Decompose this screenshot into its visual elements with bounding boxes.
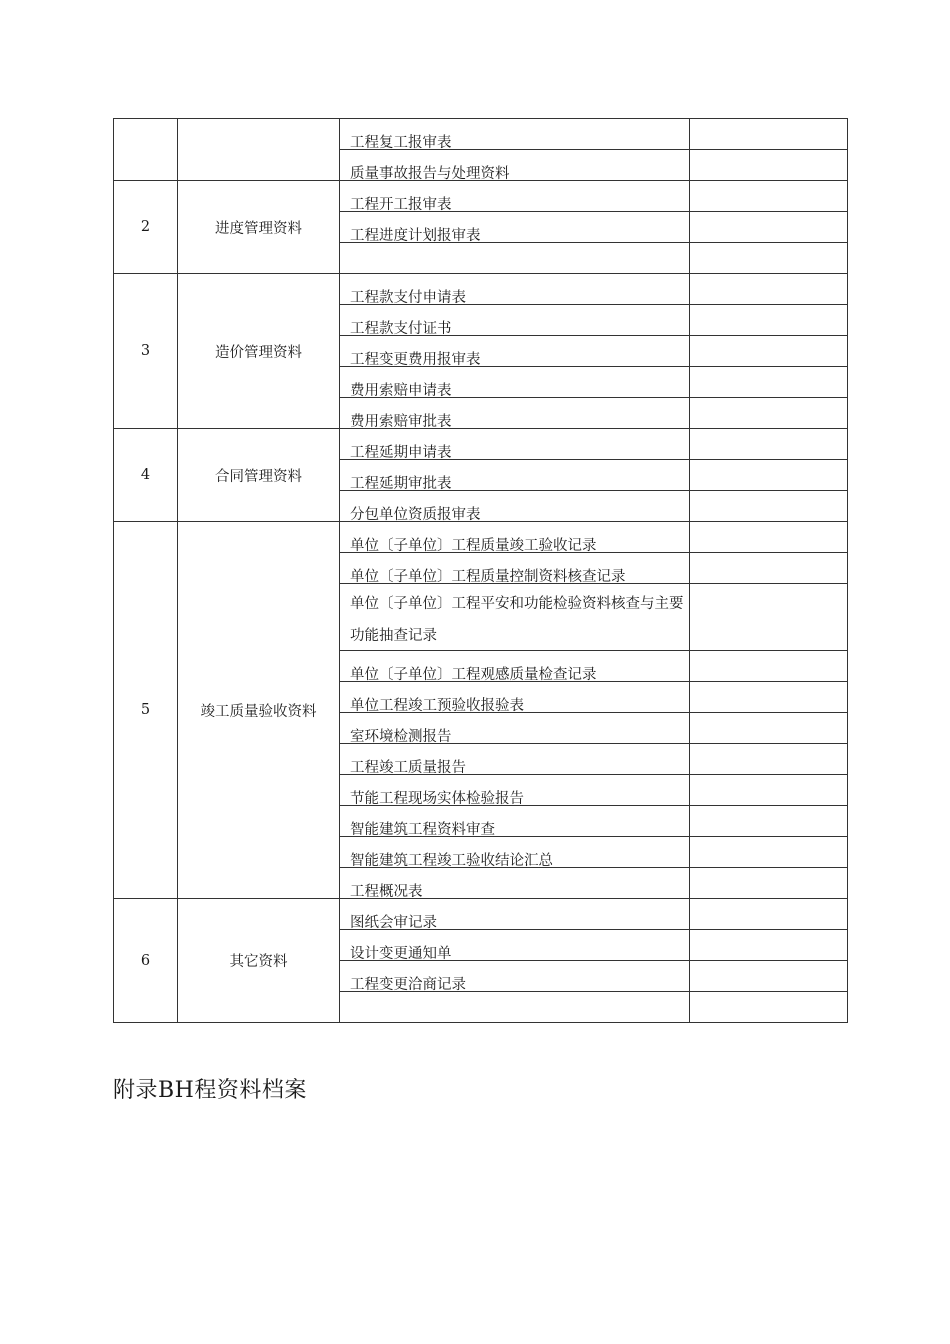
remark-cell	[690, 491, 848, 522]
remark-cell	[690, 899, 848, 930]
record-item-cell	[340, 682, 690, 713]
remark-cell	[690, 868, 848, 899]
record-item-cell	[340, 651, 690, 682]
record-item-cell	[340, 336, 690, 367]
group-number-cell	[114, 119, 178, 181]
record-item-cell	[340, 429, 690, 460]
record-item-cell	[340, 305, 690, 336]
record-item-cell	[340, 961, 690, 992]
remark-cell	[690, 522, 848, 553]
table-row	[114, 899, 848, 930]
record-item-cell	[340, 899, 690, 930]
remark-cell	[690, 651, 848, 682]
remark-cell	[690, 398, 848, 429]
record-item-cell	[340, 243, 690, 274]
remark-cell	[690, 713, 848, 744]
remark-cell	[690, 992, 848, 1023]
group-number-cell: 5	[114, 522, 178, 899]
remark-cell	[690, 584, 848, 651]
group-number-cell: 4	[114, 429, 178, 522]
record-item-label: 智能建筑工程竣工验收结论汇总	[350, 853, 553, 869]
record-item-cell	[340, 274, 690, 305]
appendix-title: 附录BH程资料档案	[113, 1078, 307, 1103]
group-number-cell: 6	[114, 899, 178, 1023]
record-item-cell	[340, 744, 690, 775]
table-row	[114, 119, 848, 150]
record-item-cell	[340, 119, 690, 150]
table-row	[114, 522, 848, 553]
record-item-label: 工程变更洽商记录	[350, 977, 466, 993]
record-item-label: 工程进度计划报审表	[350, 228, 481, 244]
record-item-cell	[340, 930, 690, 961]
record-item-cell	[340, 367, 690, 398]
records-table-body	[114, 119, 848, 1023]
remark-cell	[690, 806, 848, 837]
remark-cell	[690, 744, 848, 775]
record-item-label: 费用索赔申请表	[350, 383, 452, 399]
record-item-cell	[340, 992, 690, 1023]
record-item-label: 质量事故报告与处理资料	[350, 166, 510, 182]
record-item-label: 工程变更费用报审表	[350, 352, 481, 368]
remark-cell	[690, 837, 848, 868]
remark-cell	[690, 961, 848, 992]
remark-cell	[690, 336, 848, 367]
record-item-cell	[340, 150, 690, 181]
group-number-cell: 3	[114, 274, 178, 429]
remark-cell	[690, 460, 848, 491]
remark-cell	[690, 274, 848, 305]
record-item-label: 工程开工报审表	[350, 197, 452, 213]
remark-cell	[690, 682, 848, 713]
record-item-label: 单位〔子单位〕工程质量竣工验收记录	[350, 538, 597, 554]
record-item-label: 工程延期审批表	[350, 476, 452, 492]
group-number-cell: 2	[114, 181, 178, 274]
record-item-label: 工程款支付证书	[350, 321, 452, 337]
record-item-label: 工程竣工质量报告	[350, 760, 466, 776]
record-item-cell	[340, 491, 690, 522]
group-category-cell	[178, 119, 340, 181]
record-item-cell	[340, 460, 690, 491]
record-item-cell	[340, 868, 690, 899]
record-item-cell	[340, 398, 690, 429]
record-item-cell	[340, 713, 690, 744]
remark-cell	[690, 212, 848, 243]
record-item-cell	[340, 181, 690, 212]
record-item-cell	[340, 553, 690, 584]
record-item-label: 单位〔子单位〕工程平安和功能检验资料核查与主要功能抽查记录	[350, 596, 684, 644]
record-item-label: 节能工程现场实体检验报告	[350, 791, 524, 807]
remark-cell	[690, 553, 848, 584]
group-category-cell: 竣工质量验收资料	[178, 522, 340, 899]
records-table	[113, 118, 848, 1023]
group-category-cell: 进度管理资料	[178, 181, 340, 274]
record-item-cell	[340, 522, 690, 553]
record-item-label: 工程概况表	[350, 884, 423, 900]
record-item-label: 工程复工报审表	[350, 135, 452, 151]
remark-cell	[690, 930, 848, 961]
remark-cell	[690, 429, 848, 460]
record-item-label: 室环境检测报告	[350, 729, 452, 745]
record-item-label: 工程款支付申请表	[350, 290, 466, 306]
remark-cell	[690, 119, 848, 150]
remark-cell	[690, 150, 848, 181]
record-item-label: 工程延期申请表	[350, 445, 452, 461]
record-item-cell	[340, 837, 690, 868]
table-row	[114, 181, 848, 212]
record-item-cell	[340, 806, 690, 837]
remark-cell	[690, 181, 848, 212]
record-item-label: 图纸会审记录	[350, 915, 437, 931]
record-item-label: 单位工程竣工预验收报验表	[350, 698, 524, 714]
group-category-cell: 造价管理资料	[178, 274, 340, 429]
group-category-cell: 其它资料	[178, 899, 340, 1023]
group-category-cell: 合同管理资料	[178, 429, 340, 522]
record-item-cell	[340, 775, 690, 806]
record-item-cell	[340, 212, 690, 243]
record-item-label: 设计变更通知单	[350, 946, 452, 962]
remark-cell	[690, 243, 848, 274]
remark-cell	[690, 367, 848, 398]
record-item-label: 单位〔子单位〕工程观感质量检查记录	[350, 667, 597, 683]
table-row	[114, 274, 848, 305]
record-item-label: 分包单位资质报审表	[350, 507, 481, 523]
record-item-label: 智能建筑工程资料审查	[350, 822, 495, 838]
remark-cell	[690, 305, 848, 336]
record-item-cell	[340, 584, 690, 651]
record-item-label: 单位〔子单位〕工程质量控制资料核查记录	[350, 569, 626, 585]
table-row	[114, 429, 848, 460]
record-item-label: 费用索赔审批表	[350, 414, 452, 430]
remark-cell	[690, 775, 848, 806]
